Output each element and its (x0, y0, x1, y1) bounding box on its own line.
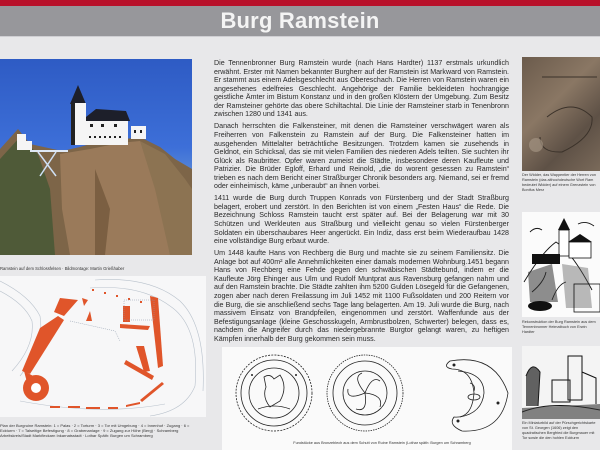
castle-plan-caption: Plan der Burgruine Ramstein: 1 = Palas · 2 = Torturm · 3 = Tor mit Umgebung · 4 = Innenhof · Zugang · 6 = Eckturm · 7 = Talseitige Befestigung · 8 = Grabenanlage · 9 = Zugang zur Höhe (Berg) · Schramberg Arbeitskreis/Stadt Markfleckarn Inkarnatsstadt · Lothar Späth: Burgen um Schramberg (0, 423, 190, 438)
castle-reconstruction-sketch (522, 212, 600, 317)
page-title: Burg Ramstein (220, 8, 380, 33)
history-paragraph-4: Um 1448 kaufte Hans von Rechberg die Burg und machte sie zu seinem Familiensitz. Die Anlage bot auf 400m² alle Annehmlichkeiten einer damals modernen Wohnburg.1451 begann Hans von Rechberg eine Fehde gegen den schwäbischen Städtebund, indem er die Kaufleute Jörg Ehinger aus Ulm und Rudolf Muntprat aus Ravensburg gefangen nahm und auf den Ramstein brachte. Die Städte zahlten ihm 5200 Gulden Lösegeld für die Gefangenen, zogen aber nach deren Freilassung im Juli 1452 mit 1100 Fußsoldaten und 200 Reitern vor die Burg, die sie anschließend sechs Tage lang belagerten. Am 19. Juli wurde die Burg, nach massivem Einsatz von Brandpfeilen, eingenommen und zerstört. Waffenfunde aus der Befestigungsanlage (kleine Geschosskugeln, Armbrustbolzen, Schwerter) belegen, dass es, nachdem die Angreifer durch das niedergebrannte Burgtor gelangt waren, zu heftigen Kämpfen innerhalb der Burg gekommen sein muss. (214, 249, 509, 343)
castle-photo-caption: Ramstein auf dem Schlossfelsen · Bildmontage: Martin Grießhaber (0, 266, 125, 271)
castle-photo (0, 59, 192, 255)
history-paragraph-3: 1411 wurde die Burg durch Truppen Konrads von Fürstenberg und der Stadt Straßburg belagert, erobert und zerstört. In den Berichten ist von einem „Festen Haus“ die Rede. Die Bezeichnung Schloss Ramstein taucht erst später auf. Bei der Belagerung war mit 30 Schützen und Werkleuten aus Straßburg und vielleicht genau so vielen Fürstenberger Soldaten ein überschaubares Heer angerückt. Ein Indiz, dass erst beim Wiederaufbau 1428 eine vollständige Burg erbaut wurde. (214, 194, 509, 246)
history-paragraph-2: Danach herrschten die Falkensteiner, mit denen die Ramsteiner verschwägert waren als Freiherren von Falkenstein zu Ramstein auf der Burg. Die Falkensteiner hatten im ausgehenden Mittelalter beträchtliche Besitzungen. Trotzdem kamen sie zusehends in Geldnot, ein Schicksal, das sie mit vielen Familien des niederen Adels teilten. Sie suchten ihr Glück als Raubritter. Opfer waren zumeist die Städte, insbesondere deren Kaufleute und Patrizier. Die Brüder Egloff, Erhard und Reinold, „die do worent gesessen zu Ramstein“ trieben es nach dem Bericht einer Straßburger Chronik besonders arg. Niemand, sei er fremd oder einheimisch, käme „unberaubt“ an ihnen vorbei. (214, 122, 509, 191)
bronze-finds-panel (222, 347, 512, 450)
castle-ground-plan-image (0, 276, 206, 417)
history-paragraph-1: Die Tennenbronner Burg Ramstein wurde (nach Hans Hardter) 1137 erstmals urkundlich erwähnt. Erster mit Namen bekannter Burgherr auf der Ramstein ist Markward von Ramstein. Er stammt aus einem Adelsgeschlecht aus Obereschach. Die Herren von Ramstein waren ein angesehenes edelfreies Geschlecht. Angehörige der Familie bekleideten hochrangige geistliche Ämter im Bistum Konstanz und in den großen Klöstern der Umgebung. Zum Besitz der Ramsteiner gehörte das obere Schiltachtal. Die Linie der Ramsteiner starb in Tenenbronn zwischen 1280 und 1341 aus. (214, 59, 509, 119)
title-bar (0, 6, 600, 37)
boundary-stone-caption: Der Widder, das Wappentier der Herren von Ramstein (das althochdeutsche Wort Ram bedeutet Widder) auf einem Grenzstein von Bonifus Merz (522, 173, 596, 192)
castle-plan (0, 276, 206, 417)
miniature-drawing (522, 346, 600, 419)
ram-coat-of-arms-stone (522, 57, 600, 171)
boundary-stone-photo (522, 57, 600, 171)
miniature-caption: Ein Miniaturbild auf der Pürschgerichtskarte von St. Georgen (1606) zeigt den quadratischen Bergfried die Burgmauer mit Tor sowie die den hohlen Eckturm (522, 421, 596, 440)
history-text (214, 59, 509, 347)
bronze-finds-drawings (222, 347, 512, 439)
reconstruction-caption: Rekonstruktion der Burg Ramstein aus dem Tennenbronner Heimatbuch von Erwin Hardter (522, 320, 596, 334)
miniature-castle-sketch (522, 346, 600, 419)
castle-on-rock-image (0, 59, 192, 255)
reconstruction-drawing (522, 212, 600, 317)
bronze-finds-caption: Fundstücke aus Bronzeblech aus dem Schutt von Ruine Ramstein (Lothar späth: Burgen um Schramberg (293, 441, 471, 445)
